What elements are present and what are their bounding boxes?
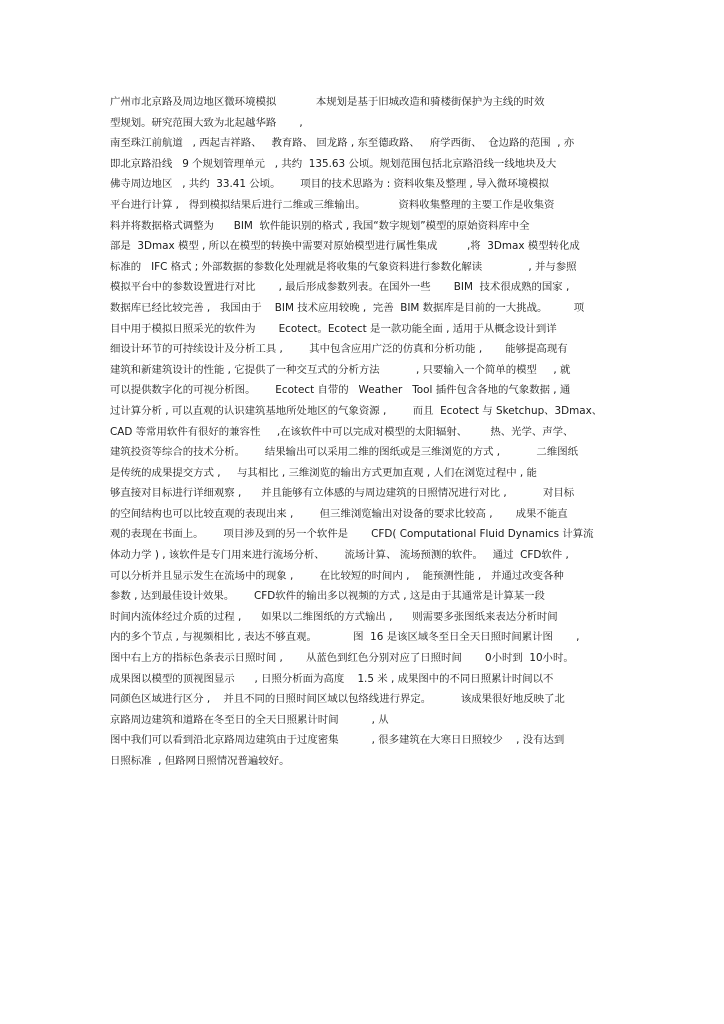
text-line: 过计算分析 , 可以直观的认识建筑基地所处地区的气象资源 , 而且 Ecotect 与 Sketchup、3Dmax、: [110, 404, 603, 417]
text-line: 标准的 IFC 格式 ; 外部数据的参数化处理就是将收集的气象资料进行参数化解读 , 并与参照: [110, 260, 577, 273]
text-line: 同颜色区域进行区分 , 并且不同的日照时间区域以包络线进行界定。 该成果很好地反映了北: [110, 693, 565, 706]
text-line: 可以提供数字化的可视分析图。 Ecotect 自带的 Weather Tool 插件包含各地的气象数据 , 通: [110, 384, 571, 397]
text-line: 细设计环节的可持续设计及分析工具 , 其中包含应用广泛的仿真和分析功能 , 能够提高现有: [110, 343, 568, 356]
text-line: 建筑投资等综合的技术分析。 结果输出可以采用二维的图纸或是三维浏览的方式 , 二维图纸: [110, 446, 578, 459]
text-line: 京路周边建筑和道路在冬至日的全天日照累计时间 , 从: [110, 713, 389, 726]
text-line: 广州市北京路及周边地区微环境模拟 本规划是基于旧城改造和骑楼街保护为主线的时效: [110, 96, 545, 108]
text-line: 图中我们可以看到沿北京路周边建筑由于过度密集 , 很多建筑在大寒日日照较少 , 没有达到: [110, 734, 565, 747]
text-line: 的空间结构也可以比较直观的表现出来 , 但三维浏览输出对设备的要求比较高 , 成果不能直: [110, 507, 568, 520]
text-line: 观的表现在书面上。 项目涉及到的另一个软件是 CFD( Computational Fluid Dynamics 计算流: [110, 528, 594, 541]
text-line: 目中用于模拟日照采光的软件为 Ecotect。Ecotect 是一款功能全面 , 适用于从概念设计到详: [110, 322, 557, 335]
text-line: 模拟平台中的参数设置进行对比 , 最后形成参数列表。在国外一些 BIM 技术很成熟的国家 ,: [110, 281, 570, 294]
text-line: 部是 3Dmax 模型 , 所以在模型的转换中需要对原始模型进行属性集成 ,将 3Dmax 模型转化成: [110, 240, 580, 253]
text-line: 参数 , 达到最佳设计效果。 CFD软件的输出多以视频的方式 , 这是由于其通常是计算某一段: [110, 590, 545, 603]
text-line: 平台进行计算 , 得到模拟结果后进行二维或三维输出。 资料收集整理的主要工作是收集资: [110, 198, 555, 211]
text-line: 南至珠江前航道 , 西起吉祥路、 教育路、 回龙路 , 东至德政路、 府学西街、 仓边路的范围 , 亦: [110, 137, 575, 150]
text-line: 数据库已经比较完善 , 我国由于 BIM 技术应用较晚 , 完善 BIM 数据库是目前的一大挑战。 项: [110, 301, 585, 314]
text-line: 佛寺周边地区 , 共约 33.41 公顷。 项目的技术思路为 : 资料收集及整理 , 导入微环境模拟: [110, 178, 549, 191]
text-line: 内的多个节点 , 与视频相比 , 表达不够直观。 图 16 是该区域冬至日全天日照时间累计图 ,: [110, 631, 580, 644]
text-line: 成果图以模型的顶视图显示 , 日照分析面为高度 1.5 米 , 成果图中的不同日照累计时间以不: [110, 672, 554, 685]
text-line: CAD 等常用软件有很好的兼容性 ,在该软件中可以完成对模型的太阳辐射、 热、光学、声学、: [110, 425, 574, 438]
text-line: 可以分析并且显示发生在流场中的现象 , 在比较短的时间内 , 能预测性能 , 并通过改变各种: [110, 569, 564, 582]
text-line: 型规划。研究范围大致为北起越华路 ,: [110, 116, 303, 129]
text-line: 是传统的成果提交方式 , 与其相比 , 三维浏览的输出方式更加直观 , 人们在浏览过程中 , 能: [110, 466, 537, 479]
text-line: 时间内流体经过介质的过程 , 如果以二维图纸的方式输出 , 则需要多张图纸来表达分析时间: [110, 610, 558, 623]
text-line: 料并将数据格式调整为 BIM 软件能识别的格式 , 我国“数字规划”模型的原始资料库中全: [110, 219, 530, 232]
text-line: 日照标准 , 但路网日照情况普遍较好。: [110, 755, 290, 767]
text-line: 即北京路沿线 9 个规划管理单元 , 共约 135.63 公顷。规划范围包括北京路沿线一线地块及大: [110, 157, 557, 170]
text-line: 体动力学 ) , 该软件是专门用来进行流场分析、 流场计算、 流场预测的软件。 通过 CFD软件 ,: [110, 549, 569, 562]
body-text: [110, 92, 630, 772]
text-line: 图中右上方的指标色条表示日照时间 , 从蓝色到红色分别对应了日照时间 0小时到 10小时。: [110, 652, 574, 665]
text-line: 够直接对目标进行详细观察 , 并且能够有立体感的与周边建筑的日照情况进行对比 , 对目标: [110, 487, 575, 500]
text-line: 建筑和新建筑设计的性能 , 它提供了一种交互式的分析方法 , 只要输入一个简单的模型 , 就: [110, 363, 571, 376]
